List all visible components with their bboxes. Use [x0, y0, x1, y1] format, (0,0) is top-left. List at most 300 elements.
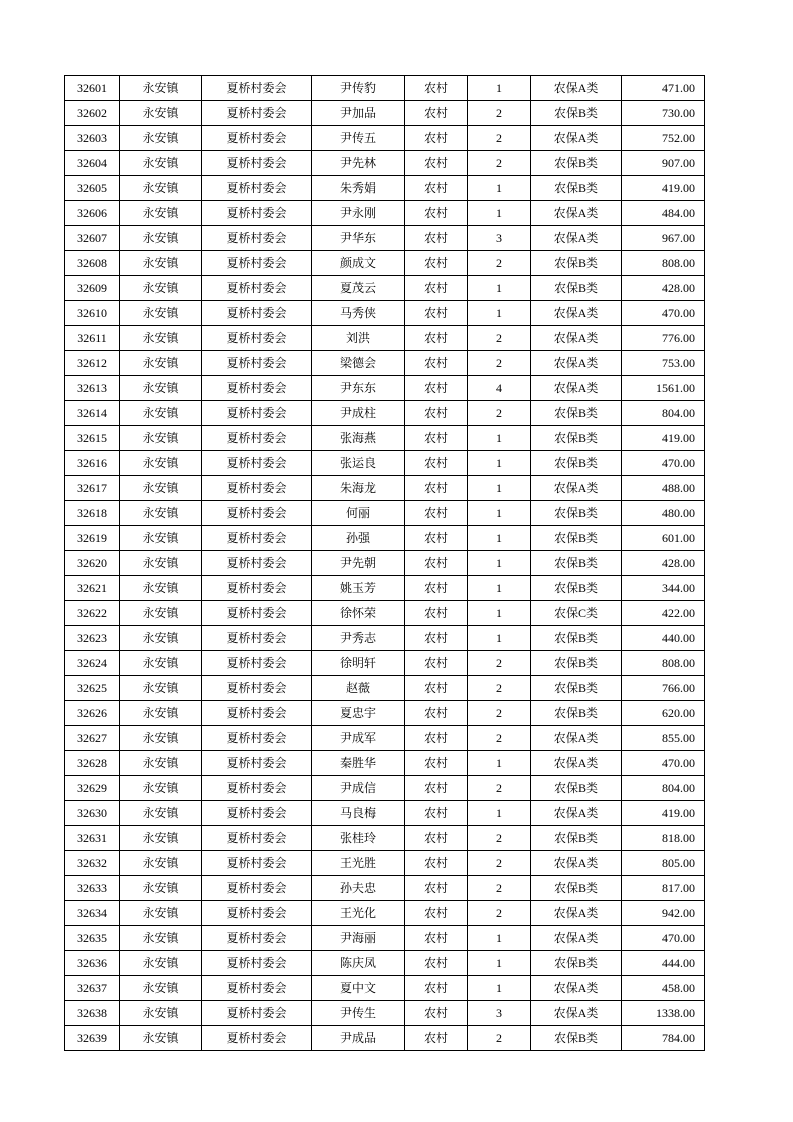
- cell-id: 32614: [65, 401, 120, 426]
- cell-category: 农保B类: [531, 551, 622, 576]
- table-row: [65, 926, 705, 951]
- cell-type: 农村: [405, 1001, 468, 1026]
- cell-town: 永安镇: [120, 176, 202, 201]
- table-row: [65, 351, 705, 376]
- cell-amount: 419.00: [622, 176, 705, 201]
- cell-id: 32609: [65, 276, 120, 301]
- table-row: [65, 126, 705, 151]
- cell-type: 农村: [405, 176, 468, 201]
- cell-village: 夏桥村委会: [202, 476, 312, 501]
- cell-id: 32608: [65, 251, 120, 276]
- cell-amount: 752.00: [622, 126, 705, 151]
- cell-town: 永安镇: [120, 976, 202, 1001]
- cell-count: 3: [468, 226, 531, 251]
- cell-town: 永安镇: [120, 326, 202, 351]
- cell-count: 1: [468, 951, 531, 976]
- table-row: [65, 801, 705, 826]
- cell-town: 永安镇: [120, 201, 202, 226]
- cell-name: 尹永刚: [312, 201, 405, 226]
- cell-amount: 817.00: [622, 876, 705, 901]
- cell-id: 32634: [65, 901, 120, 926]
- cell-name: 夏茂云: [312, 276, 405, 301]
- cell-type: 农村: [405, 701, 468, 726]
- cell-id: 32623: [65, 626, 120, 651]
- table-row: [65, 951, 705, 976]
- cell-amount: 471.00: [622, 76, 705, 101]
- cell-name: 刘洪: [312, 326, 405, 351]
- cell-id: 32635: [65, 926, 120, 951]
- table-row: [65, 976, 705, 1001]
- cell-village: 夏桥村委会: [202, 1026, 312, 1051]
- cell-category: 农保A类: [531, 476, 622, 501]
- cell-town: 永安镇: [120, 826, 202, 851]
- cell-id: 32619: [65, 526, 120, 551]
- cell-name: 梁德会: [312, 351, 405, 376]
- cell-count: 1: [468, 276, 531, 301]
- cell-type: 农村: [405, 526, 468, 551]
- cell-type: 农村: [405, 751, 468, 776]
- cell-type: 农村: [405, 226, 468, 251]
- cell-town: 永安镇: [120, 451, 202, 476]
- cell-amount: 458.00: [622, 976, 705, 1001]
- cell-count: 2: [468, 126, 531, 151]
- cell-category: 农保B类: [531, 951, 622, 976]
- table-row: [65, 751, 705, 776]
- cell-name: 孙夫忠: [312, 876, 405, 901]
- cell-count: 1: [468, 626, 531, 651]
- cell-type: 农村: [405, 726, 468, 751]
- cell-category: 农保B类: [531, 626, 622, 651]
- cell-id: 32636: [65, 951, 120, 976]
- cell-name: 尹成品: [312, 1026, 405, 1051]
- cell-village: 夏桥村委会: [202, 726, 312, 751]
- cell-type: 农村: [405, 626, 468, 651]
- cell-amount: 344.00: [622, 576, 705, 601]
- table-row: [65, 301, 705, 326]
- cell-town: 永安镇: [120, 226, 202, 251]
- table-row: [65, 901, 705, 926]
- cell-village: 夏桥村委会: [202, 976, 312, 1001]
- cell-category: 农保C类: [531, 601, 622, 626]
- cell-type: 农村: [405, 276, 468, 301]
- cell-name: 徐怀荣: [312, 601, 405, 626]
- cell-count: 2: [468, 401, 531, 426]
- cell-town: 永安镇: [120, 1001, 202, 1026]
- cell-town: 永安镇: [120, 701, 202, 726]
- cell-village: 夏桥村委会: [202, 1001, 312, 1026]
- cell-amount: 967.00: [622, 226, 705, 251]
- cell-category: 农保A类: [531, 801, 622, 826]
- cell-id: 32625: [65, 676, 120, 701]
- cell-count: 1: [468, 426, 531, 451]
- cell-name: 尹东东: [312, 376, 405, 401]
- cell-village: 夏桥村委会: [202, 126, 312, 151]
- cell-amount: 804.00: [622, 776, 705, 801]
- cell-category: 农保B类: [531, 251, 622, 276]
- cell-type: 农村: [405, 1026, 468, 1051]
- cell-village: 夏桥村委会: [202, 101, 312, 126]
- cell-village: 夏桥村委会: [202, 326, 312, 351]
- cell-name: 尹成军: [312, 726, 405, 751]
- cell-amount: 730.00: [622, 101, 705, 126]
- cell-name: 尹传五: [312, 126, 405, 151]
- cell-id: 32631: [65, 826, 120, 851]
- cell-name: 夏中文: [312, 976, 405, 1001]
- cell-town: 永安镇: [120, 676, 202, 701]
- cell-town: 永安镇: [120, 751, 202, 776]
- cell-village: 夏桥村委会: [202, 151, 312, 176]
- table-row: [65, 76, 705, 101]
- cell-village: 夏桥村委会: [202, 551, 312, 576]
- cell-count: 2: [468, 876, 531, 901]
- cell-category: 农保B类: [531, 501, 622, 526]
- table-row: [65, 601, 705, 626]
- table-row: [65, 276, 705, 301]
- cell-name: 徐明轩: [312, 651, 405, 676]
- table-row: [65, 626, 705, 651]
- cell-count: 1: [468, 176, 531, 201]
- cell-count: 1: [468, 926, 531, 951]
- cell-category: 农保A类: [531, 226, 622, 251]
- cell-category: 农保A类: [531, 376, 622, 401]
- table-row: [65, 401, 705, 426]
- cell-count: 1: [468, 576, 531, 601]
- cell-village: 夏桥村委会: [202, 901, 312, 926]
- cell-town: 永安镇: [120, 401, 202, 426]
- cell-type: 农村: [405, 201, 468, 226]
- table-row: [65, 776, 705, 801]
- cell-count: 1: [468, 76, 531, 101]
- cell-id: 32601: [65, 76, 120, 101]
- cell-amount: 422.00: [622, 601, 705, 626]
- cell-type: 农村: [405, 651, 468, 676]
- cell-name: 尹先林: [312, 151, 405, 176]
- cell-category: 农保B类: [531, 426, 622, 451]
- cell-id: 32604: [65, 151, 120, 176]
- cell-village: 夏桥村委会: [202, 526, 312, 551]
- cell-category: 农保B类: [531, 826, 622, 851]
- cell-amount: 942.00: [622, 901, 705, 926]
- cell-type: 农村: [405, 951, 468, 976]
- cell-amount: 419.00: [622, 426, 705, 451]
- table-row: [65, 876, 705, 901]
- table-row: [65, 451, 705, 476]
- cell-category: 农保B类: [531, 776, 622, 801]
- cell-category: 农保A类: [531, 126, 622, 151]
- cell-type: 农村: [405, 576, 468, 601]
- cell-town: 永安镇: [120, 801, 202, 826]
- cell-id: 32618: [65, 501, 120, 526]
- cell-village: 夏桥村委会: [202, 301, 312, 326]
- cell-type: 农村: [405, 551, 468, 576]
- cell-type: 农村: [405, 826, 468, 851]
- cell-town: 永安镇: [120, 551, 202, 576]
- cell-category: 农保B类: [531, 876, 622, 901]
- cell-id: 32638: [65, 1001, 120, 1026]
- table-row: [65, 476, 705, 501]
- cell-category: 农保A类: [531, 1001, 622, 1026]
- cell-id: 32628: [65, 751, 120, 776]
- cell-id: 32621: [65, 576, 120, 601]
- cell-type: 农村: [405, 151, 468, 176]
- cell-name: 尹传生: [312, 1001, 405, 1026]
- cell-name: 朱海龙: [312, 476, 405, 501]
- cell-name: 秦胜华: [312, 751, 405, 776]
- cell-amount: 818.00: [622, 826, 705, 851]
- cell-village: 夏桥村委会: [202, 851, 312, 876]
- cell-village: 夏桥村委会: [202, 801, 312, 826]
- cell-count: 2: [468, 1026, 531, 1051]
- cell-type: 农村: [405, 251, 468, 276]
- cell-count: 2: [468, 676, 531, 701]
- cell-amount: 776.00: [622, 326, 705, 351]
- cell-category: 农保B类: [531, 526, 622, 551]
- cell-id: 32605: [65, 176, 120, 201]
- cell-type: 农村: [405, 501, 468, 526]
- cell-name: 张海燕: [312, 426, 405, 451]
- cell-name: 马良梅: [312, 801, 405, 826]
- cell-town: 永安镇: [120, 126, 202, 151]
- cell-village: 夏桥村委会: [202, 376, 312, 401]
- cell-village: 夏桥村委会: [202, 76, 312, 101]
- cell-count: 1: [468, 801, 531, 826]
- cell-count: 1: [468, 201, 531, 226]
- cell-town: 永安镇: [120, 726, 202, 751]
- table-row: [65, 526, 705, 551]
- table-row: [65, 226, 705, 251]
- cell-type: 农村: [405, 426, 468, 451]
- cell-village: 夏桥村委会: [202, 926, 312, 951]
- cell-category: 农保B类: [531, 576, 622, 601]
- cell-town: 永安镇: [120, 76, 202, 101]
- cell-amount: 444.00: [622, 951, 705, 976]
- cell-id: 32630: [65, 801, 120, 826]
- table-row: [65, 326, 705, 351]
- cell-town: 永安镇: [120, 351, 202, 376]
- cell-id: 32622: [65, 601, 120, 626]
- cell-village: 夏桥村委会: [202, 251, 312, 276]
- cell-category: 农保A类: [531, 851, 622, 876]
- cell-name: 尹成柱: [312, 401, 405, 426]
- cell-category: 农保B类: [531, 701, 622, 726]
- table-body: [65, 76, 705, 1051]
- cell-count: 2: [468, 776, 531, 801]
- cell-village: 夏桥村委会: [202, 626, 312, 651]
- cell-count: 2: [468, 826, 531, 851]
- cell-id: 32612: [65, 351, 120, 376]
- cell-category: 农保B类: [531, 151, 622, 176]
- cell-town: 永安镇: [120, 501, 202, 526]
- cell-amount: 470.00: [622, 451, 705, 476]
- cell-type: 农村: [405, 976, 468, 1001]
- cell-village: 夏桥村委会: [202, 826, 312, 851]
- cell-category: 农保B类: [531, 451, 622, 476]
- cell-id: 32610: [65, 301, 120, 326]
- cell-town: 永安镇: [120, 1026, 202, 1051]
- cell-town: 永安镇: [120, 876, 202, 901]
- cell-type: 农村: [405, 351, 468, 376]
- cell-type: 农村: [405, 301, 468, 326]
- cell-village: 夏桥村委会: [202, 676, 312, 701]
- table-row: [65, 251, 705, 276]
- cell-town: 永安镇: [120, 276, 202, 301]
- cell-category: 农保A类: [531, 726, 622, 751]
- cell-amount: 470.00: [622, 926, 705, 951]
- cell-count: 1: [468, 526, 531, 551]
- cell-type: 农村: [405, 901, 468, 926]
- cell-town: 永安镇: [120, 651, 202, 676]
- cell-type: 农村: [405, 851, 468, 876]
- cell-type: 农村: [405, 401, 468, 426]
- cell-name: 何丽: [312, 501, 405, 526]
- cell-count: 1: [468, 976, 531, 1001]
- cell-amount: 470.00: [622, 301, 705, 326]
- cell-category: 农保A类: [531, 351, 622, 376]
- cell-town: 永安镇: [120, 776, 202, 801]
- cell-town: 永安镇: [120, 626, 202, 651]
- cell-town: 永安镇: [120, 851, 202, 876]
- cell-category: 农保A类: [531, 326, 622, 351]
- cell-amount: 855.00: [622, 726, 705, 751]
- cell-amount: 1561.00: [622, 376, 705, 401]
- cell-amount: 808.00: [622, 251, 705, 276]
- cell-name: 尹秀志: [312, 626, 405, 651]
- cell-id: 32632: [65, 851, 120, 876]
- cell-id: 32633: [65, 876, 120, 901]
- cell-name: 王光化: [312, 901, 405, 926]
- table-row: [65, 426, 705, 451]
- cell-category: 农保A类: [531, 926, 622, 951]
- cell-count: 2: [468, 351, 531, 376]
- cell-village: 夏桥村委会: [202, 751, 312, 776]
- cell-amount: 419.00: [622, 801, 705, 826]
- cell-id: 32626: [65, 701, 120, 726]
- cell-category: 农保B类: [531, 651, 622, 676]
- cell-id: 32607: [65, 226, 120, 251]
- cell-type: 农村: [405, 676, 468, 701]
- cell-count: 1: [468, 451, 531, 476]
- cell-village: 夏桥村委会: [202, 226, 312, 251]
- cell-village: 夏桥村委会: [202, 351, 312, 376]
- cell-count: 1: [468, 476, 531, 501]
- cell-count: 4: [468, 376, 531, 401]
- cell-id: 32616: [65, 451, 120, 476]
- cell-category: 农保B类: [531, 1026, 622, 1051]
- cell-name: 朱秀娟: [312, 176, 405, 201]
- cell-town: 永安镇: [120, 426, 202, 451]
- cell-village: 夏桥村委会: [202, 776, 312, 801]
- cell-name: 尹华东: [312, 226, 405, 251]
- cell-name: 张运良: [312, 451, 405, 476]
- cell-count: 2: [468, 851, 531, 876]
- cell-category: 农保B类: [531, 401, 622, 426]
- cell-town: 永安镇: [120, 101, 202, 126]
- cell-amount: 470.00: [622, 751, 705, 776]
- cell-village: 夏桥村委会: [202, 401, 312, 426]
- cell-count: 1: [468, 501, 531, 526]
- cell-amount: 484.00: [622, 201, 705, 226]
- cell-name: 尹传豹: [312, 76, 405, 101]
- cell-amount: 1338.00: [622, 1001, 705, 1026]
- table-row: [65, 1026, 705, 1051]
- cell-count: 1: [468, 301, 531, 326]
- cell-category: 农保B类: [531, 176, 622, 201]
- cell-town: 永安镇: [120, 526, 202, 551]
- cell-village: 夏桥村委会: [202, 576, 312, 601]
- cell-id: 32617: [65, 476, 120, 501]
- cell-name: 姚玉芳: [312, 576, 405, 601]
- cell-id: 32620: [65, 551, 120, 576]
- cell-village: 夏桥村委会: [202, 426, 312, 451]
- cell-category: 农保A类: [531, 751, 622, 776]
- cell-amount: 804.00: [622, 401, 705, 426]
- table-row: [65, 376, 705, 401]
- cell-count: 1: [468, 751, 531, 776]
- cell-id: 32627: [65, 726, 120, 751]
- cell-count: 2: [468, 651, 531, 676]
- cell-town: 永安镇: [120, 926, 202, 951]
- cell-count: 2: [468, 726, 531, 751]
- cell-id: 32615: [65, 426, 120, 451]
- table-row: [65, 826, 705, 851]
- cell-type: 农村: [405, 926, 468, 951]
- cell-amount: 784.00: [622, 1026, 705, 1051]
- cell-count: 1: [468, 551, 531, 576]
- cell-amount: 808.00: [622, 651, 705, 676]
- cell-town: 永安镇: [120, 251, 202, 276]
- cell-village: 夏桥村委会: [202, 651, 312, 676]
- cell-type: 农村: [405, 101, 468, 126]
- cell-type: 农村: [405, 801, 468, 826]
- cell-town: 永安镇: [120, 901, 202, 926]
- cell-name: 颜成文: [312, 251, 405, 276]
- cell-name: 夏忠宇: [312, 701, 405, 726]
- cell-town: 永安镇: [120, 301, 202, 326]
- cell-town: 永安镇: [120, 151, 202, 176]
- cell-type: 农村: [405, 126, 468, 151]
- cell-town: 永安镇: [120, 576, 202, 601]
- cell-name: 尹先朝: [312, 551, 405, 576]
- cell-type: 农村: [405, 376, 468, 401]
- table-row: [65, 726, 705, 751]
- table-row: [65, 101, 705, 126]
- cell-type: 农村: [405, 76, 468, 101]
- cell-village: 夏桥村委会: [202, 276, 312, 301]
- cell-amount: 440.00: [622, 626, 705, 651]
- cell-name: 尹加品: [312, 101, 405, 126]
- cell-type: 农村: [405, 476, 468, 501]
- table-row: [65, 701, 705, 726]
- cell-id: 32603: [65, 126, 120, 151]
- cell-type: 农村: [405, 776, 468, 801]
- cell-name: 张桂玲: [312, 826, 405, 851]
- cell-village: 夏桥村委会: [202, 201, 312, 226]
- cell-village: 夏桥村委会: [202, 451, 312, 476]
- table-row: [65, 1001, 705, 1026]
- cell-village: 夏桥村委会: [202, 601, 312, 626]
- cell-id: 32611: [65, 326, 120, 351]
- cell-name: 尹海丽: [312, 926, 405, 951]
- cell-type: 农村: [405, 326, 468, 351]
- cell-town: 永安镇: [120, 376, 202, 401]
- cell-name: 王光胜: [312, 851, 405, 876]
- cell-village: 夏桥村委会: [202, 951, 312, 976]
- cell-amount: 601.00: [622, 526, 705, 551]
- cell-category: 农保A类: [531, 976, 622, 1001]
- cell-count: 2: [468, 326, 531, 351]
- data-table: [64, 75, 705, 1051]
- cell-amount: 488.00: [622, 476, 705, 501]
